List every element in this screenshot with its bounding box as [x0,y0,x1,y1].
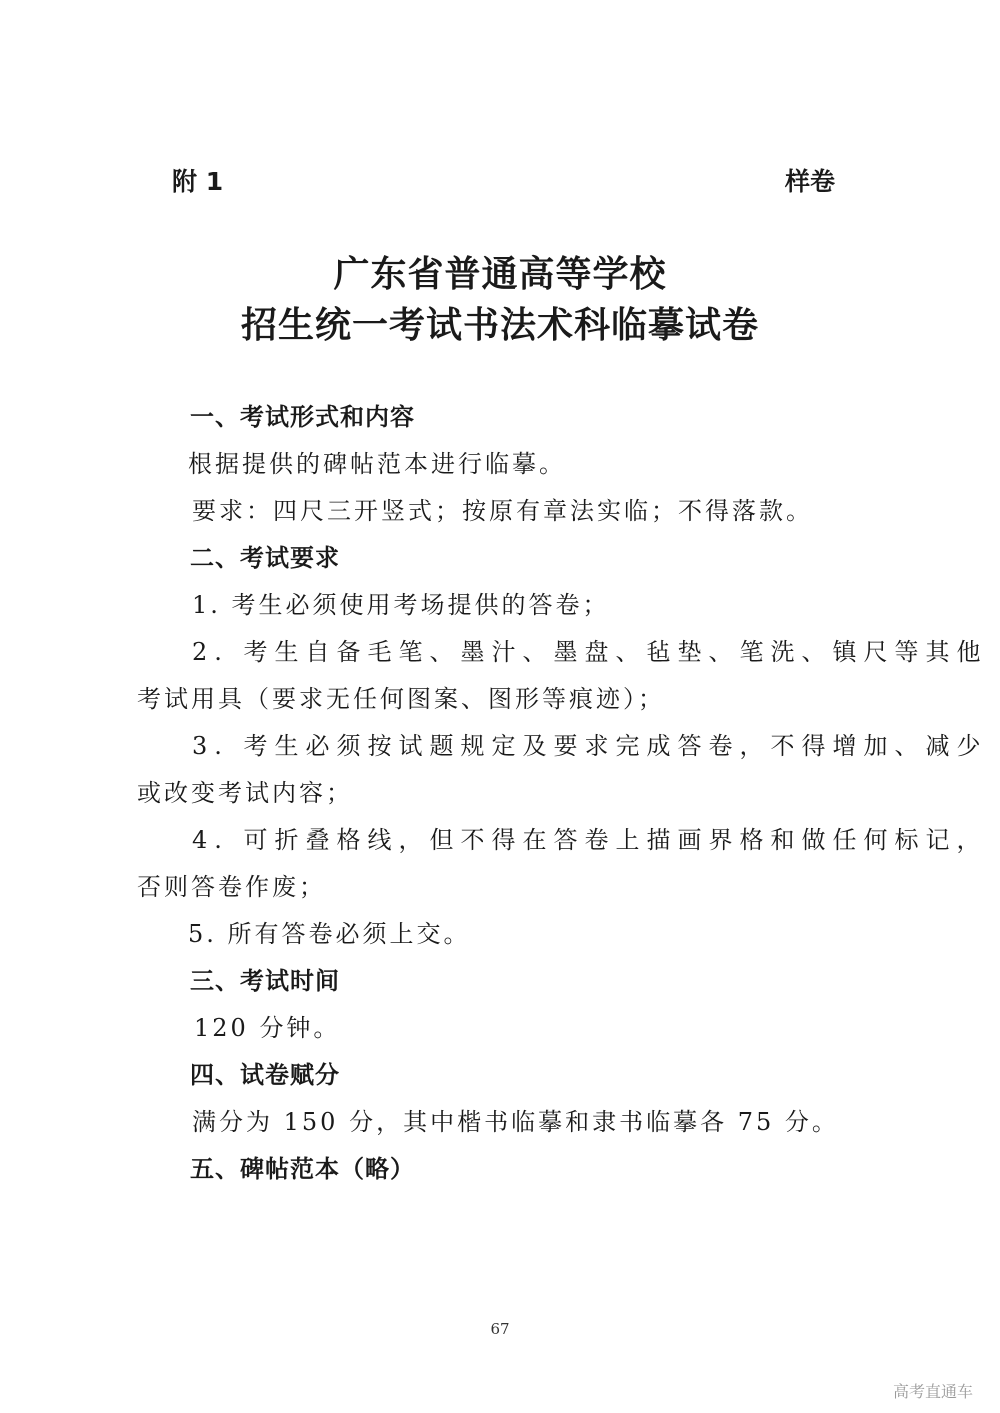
score-description: 满分为 150 分，其中楷书临摹和隶书临摹各 75 分。 [192,1108,839,1136]
annex-label: 附 1 [172,167,224,196]
exam-time-value: 120 分钟。 [194,1014,341,1042]
requirement-item-2-line-1: 2. 考生自备毛笔、墨汁、墨盘、毡垫、笔洗、镇尺等其他 [192,638,988,666]
section-5-heading: 五、碑帖范本（略） [190,1155,415,1183]
watermark: 高考直通车 [893,1382,974,1401]
title-line-2: 招生统一考试书法术科临摹试卷 [240,304,759,346]
requirement-item-2-line-2: 考试用具（要求无任何图案、图形等痕迹）； [137,685,665,713]
requirement-item-5: 5. 所有答卷必须上交。 [188,920,471,948]
section-2-heading: 二、考试要求 [190,544,340,572]
title-line-1: 广东省普通高等学校 [333,253,667,295]
section-3-heading: 三、考试时间 [190,967,340,995]
requirement-item-4-line-2: 否则答卷作废； [137,873,326,901]
requirement-item-3-line-1: 3. 考生必须按试题规定及要求完成答卷，不得增加、减少 [192,732,988,760]
section-1-paragraph-2: 要求：四尺三开竖式；按原有章法实临；不得落款。 [192,497,813,525]
requirement-item-1: 1. 考生必须使用考场提供的答卷； [192,591,610,619]
section-1-paragraph-1: 根据提供的碑帖范本进行临摹。 [188,450,566,478]
section-1-heading: 一、考试形式和内容 [190,403,415,431]
sample-label: 样卷 [785,167,836,196]
requirement-item-4-line-1: 4. 可折叠格线，但不得在答卷上描画界格和做任何标记， [192,826,988,854]
section-4-heading: 四、试卷赋分 [190,1061,340,1089]
requirement-item-3-line-2: 或改变考试内容； [137,779,353,807]
page-number: 67 [490,1320,510,1338]
